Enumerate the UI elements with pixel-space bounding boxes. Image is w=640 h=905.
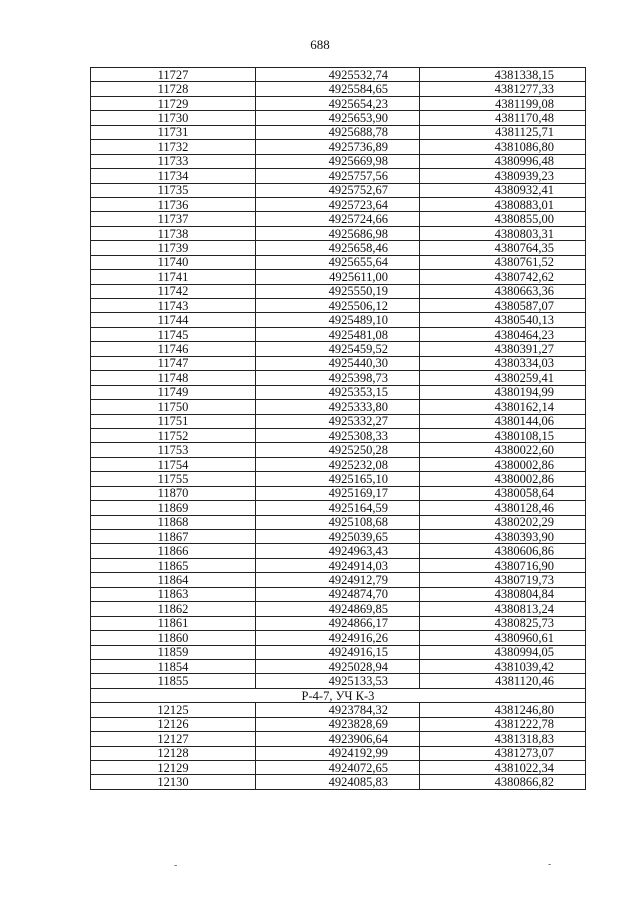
point-number-cell: 11866: [91, 544, 256, 558]
point-number-cell: 11754: [91, 457, 256, 471]
x-coordinate-cell: 4924916,15: [256, 645, 420, 659]
y-coordinate-cell: 4380259,41: [420, 371, 586, 385]
table-row: [91, 775, 586, 789]
y-coordinate-cell: 4380128,46: [420, 501, 586, 515]
y-coordinate-cell: 4380108,15: [420, 428, 586, 442]
x-coordinate-cell: 4923906,64: [256, 732, 420, 746]
y-coordinate-cell: 4380663,36: [420, 284, 586, 298]
point-number-cell: 11734: [91, 169, 256, 183]
x-coordinate-cell: 4925654,23: [256, 96, 420, 110]
x-coordinate-cell: 4923828,69: [256, 717, 420, 731]
point-number-cell: 11733: [91, 154, 256, 168]
point-number-cell: 11737: [91, 212, 256, 226]
x-coordinate-cell: 4925757,56: [256, 169, 420, 183]
point-number-cell: 11860: [91, 631, 256, 645]
point-number-cell: 11736: [91, 197, 256, 211]
x-coordinate-cell: 4925133,53: [256, 674, 420, 688]
table-row: [91, 342, 586, 356]
point-number-cell: 11752: [91, 428, 256, 442]
y-coordinate-cell: 4380719,73: [420, 573, 586, 587]
table-row: [91, 299, 586, 313]
table-row: [91, 457, 586, 471]
x-coordinate-cell: 4925459,52: [256, 342, 420, 356]
point-number-cell: 11728: [91, 82, 256, 96]
y-coordinate-cell: 4380855,00: [420, 212, 586, 226]
x-coordinate-cell: 4924914,03: [256, 558, 420, 572]
table-row: [91, 761, 586, 775]
table-row: [91, 140, 586, 154]
x-coordinate-cell: 4925165,10: [256, 472, 420, 486]
x-coordinate-cell: 4923784,32: [256, 703, 420, 717]
x-coordinate-cell: 4925611,00: [256, 270, 420, 284]
point-number-cell: 11870: [91, 486, 256, 500]
x-coordinate-cell: 4925398,73: [256, 371, 420, 385]
y-coordinate-cell: 4380391,27: [420, 342, 586, 356]
x-coordinate-cell: 4925169,17: [256, 486, 420, 500]
y-coordinate-cell: 4380202,29: [420, 515, 586, 529]
x-coordinate-cell: 4925481,08: [256, 327, 420, 341]
table-row: [91, 573, 586, 587]
table-row: [91, 486, 586, 500]
point-number-cell: 11867: [91, 530, 256, 544]
y-coordinate-cell: 4380716,90: [420, 558, 586, 572]
point-number-cell: 11739: [91, 241, 256, 255]
table-row: [91, 472, 586, 486]
y-coordinate-cell: 4380587,07: [420, 299, 586, 313]
y-coordinate-cell: 4380464,23: [420, 327, 586, 341]
x-coordinate-cell: 4925489,10: [256, 313, 420, 327]
y-coordinate-cell: 4380960,61: [420, 631, 586, 645]
y-coordinate-cell: 4380144,06: [420, 414, 586, 428]
table-row: [91, 356, 586, 370]
x-coordinate-cell: 4924072,65: [256, 761, 420, 775]
y-coordinate-cell: 4380825,73: [420, 616, 586, 630]
table-row: [91, 558, 586, 572]
table-row: [91, 96, 586, 110]
x-coordinate-cell: 4924866,17: [256, 616, 420, 630]
x-coordinate-cell: 4925736,89: [256, 140, 420, 154]
table-row: [91, 443, 586, 457]
x-coordinate-cell: 4925653,90: [256, 111, 420, 125]
x-coordinate-cell: 4925440,30: [256, 356, 420, 370]
x-coordinate-cell: 4924916,26: [256, 631, 420, 645]
x-coordinate-cell: 4925028,94: [256, 659, 420, 673]
y-coordinate-cell: 4380803,31: [420, 226, 586, 240]
point-number-cell: 11740: [91, 255, 256, 269]
table-row: [91, 674, 586, 688]
y-coordinate-cell: 4380866,82: [420, 775, 586, 789]
point-number-cell: 12128: [91, 746, 256, 760]
x-coordinate-cell: 4925686,98: [256, 226, 420, 240]
point-number-cell: 11742: [91, 284, 256, 298]
x-coordinate-cell: 4925250,28: [256, 443, 420, 457]
point-number-cell: 11863: [91, 587, 256, 601]
coordinates-table-body: [91, 68, 586, 790]
x-coordinate-cell: 4925658,46: [256, 241, 420, 255]
y-coordinate-cell: 4381338,15: [420, 68, 586, 82]
x-coordinate-cell: 4925308,33: [256, 428, 420, 442]
x-coordinate-cell: 4925164,59: [256, 501, 420, 515]
y-coordinate-cell: 4380022,60: [420, 443, 586, 457]
y-coordinate-cell: 4380334,03: [420, 356, 586, 370]
x-coordinate-cell: 4924912,79: [256, 573, 420, 587]
point-number-cell: 12130: [91, 775, 256, 789]
point-number-cell: 11735: [91, 183, 256, 197]
point-number-cell: 11748: [91, 371, 256, 385]
table-row: [91, 111, 586, 125]
point-number-cell: 11751: [91, 414, 256, 428]
point-number-cell: 11743: [91, 299, 256, 313]
y-coordinate-cell: 4380002,86: [420, 457, 586, 471]
point-number-cell: 11861: [91, 616, 256, 630]
table-row: [91, 255, 586, 269]
point-number-cell: 11869: [91, 501, 256, 515]
table-row: [91, 385, 586, 399]
y-coordinate-cell: 4381199,08: [420, 96, 586, 110]
table-row: [91, 703, 586, 717]
y-coordinate-cell: 4380393,90: [420, 530, 586, 544]
y-coordinate-cell: 4380742,62: [420, 270, 586, 284]
y-coordinate-cell: 4380058,64: [420, 486, 586, 500]
point-number-cell: 11854: [91, 659, 256, 673]
table-row: [91, 587, 586, 601]
table-row: [91, 327, 586, 341]
y-coordinate-cell: 4381022,34: [420, 761, 586, 775]
table-row: [91, 125, 586, 139]
table-row: [91, 284, 586, 298]
point-number-cell: 11730: [91, 111, 256, 125]
x-coordinate-cell: 4925353,15: [256, 385, 420, 399]
y-coordinate-cell: 4381125,71: [420, 125, 586, 139]
table-row: [91, 414, 586, 428]
table-row: [91, 82, 586, 96]
table-row: [91, 645, 586, 659]
point-number-cell: 11746: [91, 342, 256, 356]
table-row: [91, 544, 586, 558]
y-coordinate-cell: 4380932,41: [420, 183, 586, 197]
y-coordinate-cell: 4381277,33: [420, 82, 586, 96]
x-coordinate-cell: 4925532,74: [256, 68, 420, 82]
point-number-cell: 11864: [91, 573, 256, 587]
y-coordinate-cell: 4381318,83: [420, 732, 586, 746]
table-row: [91, 530, 586, 544]
y-coordinate-cell: 4381120,46: [420, 674, 586, 688]
point-number-cell: 11741: [91, 270, 256, 284]
table-row: [91, 746, 586, 760]
table-row: [91, 270, 586, 284]
point-number-cell: 11749: [91, 385, 256, 399]
y-coordinate-cell: 4380606,86: [420, 544, 586, 558]
footer-mark-right: -: [548, 859, 552, 870]
table-row: [91, 659, 586, 673]
point-number-cell: 11868: [91, 515, 256, 529]
x-coordinate-cell: 4925584,65: [256, 82, 420, 96]
table-row: [91, 501, 586, 515]
point-number-cell: 11755: [91, 472, 256, 486]
table-row: [91, 226, 586, 240]
y-coordinate-cell: 4380162,14: [420, 400, 586, 414]
y-coordinate-cell: 4381273,07: [420, 746, 586, 760]
table-row: [91, 212, 586, 226]
point-number-cell: 11862: [91, 602, 256, 616]
x-coordinate-cell: 4924963,43: [256, 544, 420, 558]
y-coordinate-cell: 4380813,24: [420, 602, 586, 616]
x-coordinate-cell: 4925108,68: [256, 515, 420, 529]
table-row: [91, 631, 586, 645]
point-number-cell: 11738: [91, 226, 256, 240]
y-coordinate-cell: 4381039,42: [420, 659, 586, 673]
table-row: [91, 428, 586, 442]
table-row: [91, 371, 586, 385]
y-coordinate-cell: 4380002,86: [420, 472, 586, 486]
y-coordinate-cell: 4381246,80: [420, 703, 586, 717]
point-number-cell: 11744: [91, 313, 256, 327]
y-coordinate-cell: 4380540,13: [420, 313, 586, 327]
page-number: 688: [310, 37, 330, 52]
y-coordinate-cell: 4381086,80: [420, 140, 586, 154]
point-number-cell: 12126: [91, 717, 256, 731]
point-number-cell: 11731: [91, 125, 256, 139]
y-coordinate-cell: 4380761,52: [420, 255, 586, 269]
y-coordinate-cell: 4380804,84: [420, 587, 586, 601]
point-number-cell: 11855: [91, 674, 256, 688]
point-number-cell: 12125: [91, 703, 256, 717]
y-coordinate-cell: 4380194,99: [420, 385, 586, 399]
point-number-cell: 11750: [91, 400, 256, 414]
table-row: [91, 68, 586, 82]
point-number-cell: 11859: [91, 645, 256, 659]
table-row: [91, 616, 586, 630]
point-number-cell: 11745: [91, 327, 256, 341]
section-header-row: [91, 688, 586, 702]
x-coordinate-cell: 4924192,99: [256, 746, 420, 760]
x-coordinate-cell: 4924085,83: [256, 775, 420, 789]
point-number-cell: 11865: [91, 558, 256, 572]
point-number-cell: 12127: [91, 732, 256, 746]
x-coordinate-cell: 4925655,64: [256, 255, 420, 269]
table-row: [91, 732, 586, 746]
x-coordinate-cell: 4924874,70: [256, 587, 420, 601]
table-row: [91, 400, 586, 414]
x-coordinate-cell: 4925752,67: [256, 183, 420, 197]
section-label: Р-4-7, УЧ К-3: [91, 688, 586, 702]
point-number-cell: 11729: [91, 96, 256, 110]
table-row: [91, 154, 586, 168]
x-coordinate-cell: 4925332,27: [256, 414, 420, 428]
table-row: [91, 515, 586, 529]
y-coordinate-cell: 4380994,05: [420, 645, 586, 659]
table-row: [91, 183, 586, 197]
table-row: [91, 717, 586, 731]
y-coordinate-cell: 4380764,35: [420, 241, 586, 255]
x-coordinate-cell: 4925232,08: [256, 457, 420, 471]
y-coordinate-cell: 4380939,23: [420, 169, 586, 183]
x-coordinate-cell: 4925550,19: [256, 284, 420, 298]
table-row: [91, 197, 586, 211]
y-coordinate-cell: 4380996,48: [420, 154, 586, 168]
y-coordinate-cell: 4381170,48: [420, 111, 586, 125]
point-number-cell: 12129: [91, 761, 256, 775]
x-coordinate-cell: 4925506,12: [256, 299, 420, 313]
x-coordinate-cell: 4925669,98: [256, 154, 420, 168]
x-coordinate-cell: 4924869,85: [256, 602, 420, 616]
table-row: [91, 169, 586, 183]
point-number-cell: 11727: [91, 68, 256, 82]
point-number-cell: 11753: [91, 443, 256, 457]
coordinates-table: [90, 67, 586, 790]
x-coordinate-cell: 4925039,65: [256, 530, 420, 544]
point-number-cell: 11732: [91, 140, 256, 154]
x-coordinate-cell: 4925723,64: [256, 197, 420, 211]
point-number-cell: 11747: [91, 356, 256, 370]
x-coordinate-cell: 4925724,66: [256, 212, 420, 226]
x-coordinate-cell: 4925688,78: [256, 125, 420, 139]
table-row: [91, 241, 586, 255]
footer-mark-left: -: [174, 860, 178, 871]
y-coordinate-cell: 4380883,01: [420, 197, 586, 211]
table-row: [91, 313, 586, 327]
y-coordinate-cell: 4381222,78: [420, 717, 586, 731]
x-coordinate-cell: 4925333,80: [256, 400, 420, 414]
table-row: [91, 602, 586, 616]
